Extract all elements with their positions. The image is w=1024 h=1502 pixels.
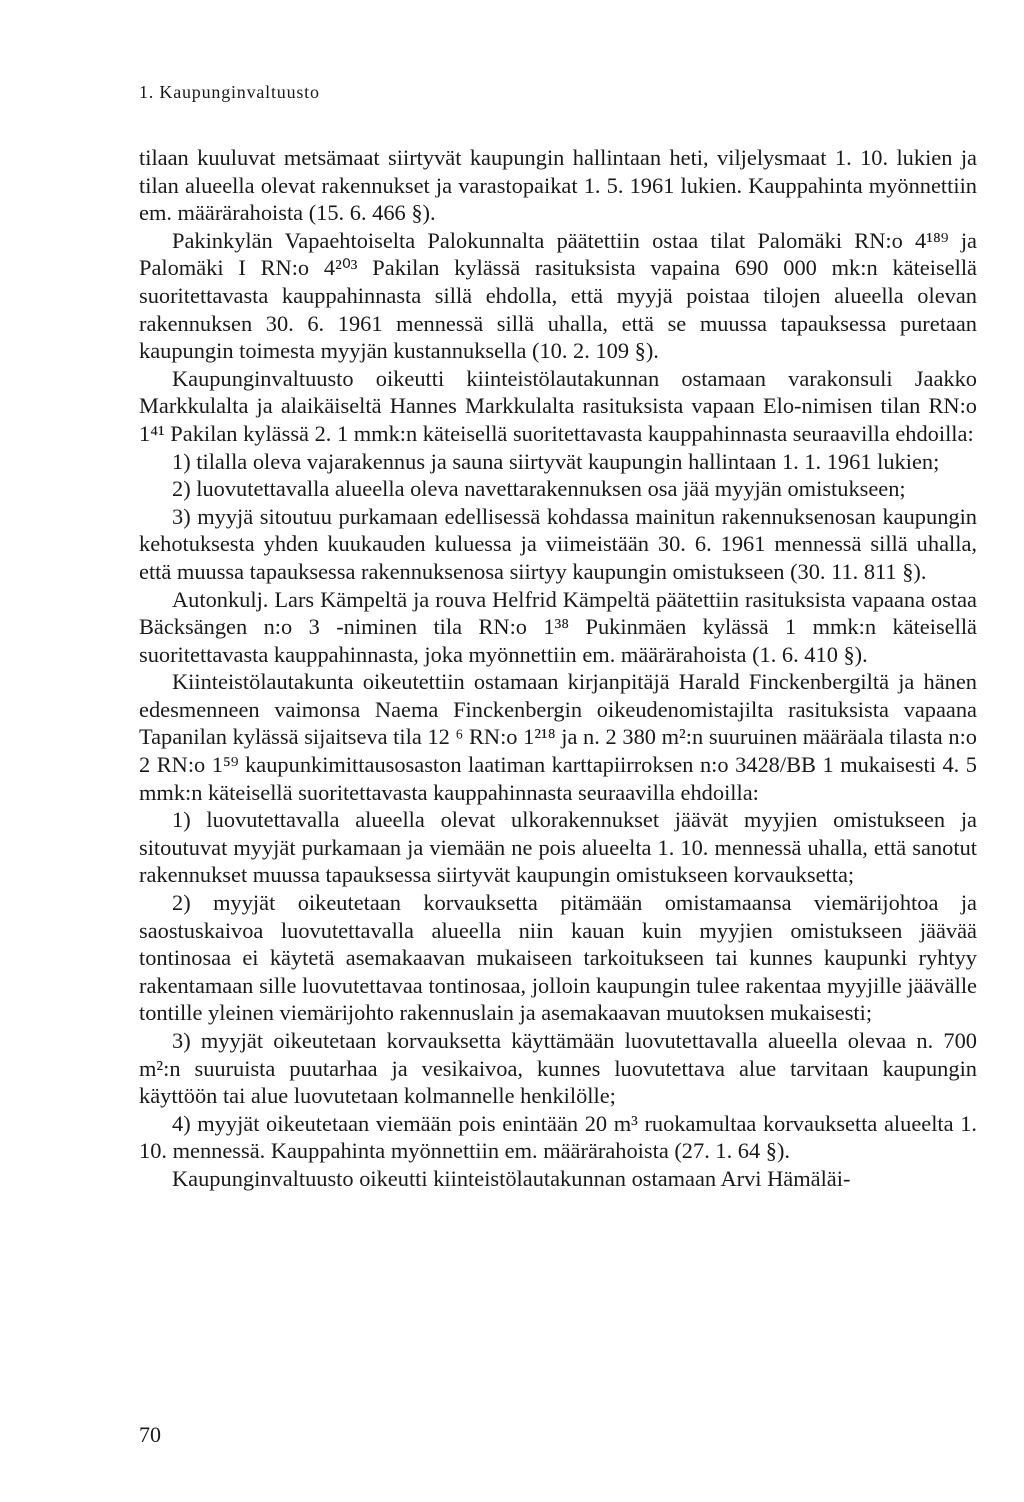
paragraph: Kaupunginvaltuusto oikeutti kiinteistölautakunnan ostamaan varakonsuli Jaakko Markkulalta ja alaikäiseltä Hannes Markkulalta rasituksista vapaan Elo-nimisen tilan RN:o 1⁴¹ Pakilan kylässä 2. 1 mmk:n käteisellä suoritettavasta kauppahinnasta seuraavilla ehdoilla: (139, 365, 977, 446)
page-number: 70 (139, 1422, 161, 1447)
paragraph: Pakinkylän Vapaehtoiselta Palokunnalta päätettiin ostaa tilat Palomäki RN:o 4¹⁸⁹ ja Palomäki I RN:o 4²⁰³ Pakilan kylässä rasituksista vapaina 690 000 mk:n käteisellä suoritettavasta kauppahinnasta sillä ehdolla, että myyjä poistaa tilojen alueella olevan rakennuksen 30. 6. 1961 mennessä sillä uhalla, että se muussa tapauksessa puretaan kaupungin toimesta myyjän kustannuksella (10. 2. 109 §). (139, 227, 977, 364)
list-item: 2) myyjät oikeutetaan korvauksetta pitämään omistamaansa viemärijohtoa ja saostuskaivoa luovutettavalla alueella niin kauan kuin myyjien omistukseen jäävää tontinosaa ei käytetä asemakaavan mukaiseen tarkoitukseen tai kunnes kaupunki ryhtyy rakentamaan sille luovutettavaa tontinosaa, jolloin kaupungin tulee rakentaa myyjille jäävälle tontille yleinen viemärijohto rakennuslain ja asemakaavan muutoksen mukaisesti; (139, 890, 977, 1026)
paragraph: Autonkulj. Lars Kämpeltä ja rouva Helfrid Kämpeltä päätettiin rasituksista vapaana ostaa Bäcksängen n:o 3 -niminen tila RN:o 1³⁸ Pukinmäen kylässä 1 mmk:n käteisellä suoritettavasta kauppahinnasta, joka myönnettiin em. määrärahoista (1. 6. 410 §). (139, 586, 977, 667)
running-header: 1. Kaupunginvaltuusto (139, 82, 320, 102)
list-item: 1) luovutettavalla alueella olevat ulkorakennukset jäävät myyjien omistukseen ja sitoutuvat myyjät purkamaan ja viemään ne pois alueelta 1. 10. mennessä uhalla, että sanotut rakennukset muussa tapauksessa siirtyvät kaupungin omistukseen korvauksetta; (139, 807, 977, 888)
list-item: 4) myyjät oikeutetaan viemään pois enintään 20 m³ ruokamultaa korvauksetta alueelta 1. 10. mennessä. Kauppahinta myönnettiin em. määrärahoista (27. 1. 64 §). (139, 1110, 977, 1164)
paragraph: tilaan kuuluvat metsämaat siirtyvät kaupungin hallintaan heti, viljelysmaat 1. 10. lukien ja tilan alueella olevat rakennukset ja varastopaikat 1. 5. 1961 lukien. Kauppahinta myönnettiin em. määrärahoista (15. 6. 466 §). (139, 145, 977, 226)
body-text (139, 144, 977, 1193)
list-item: 3) myyjä sitoutuu purkamaan edellisessä kohdassa mainitun rakennuksenosan kaupungin kehotuksesta yhden kuukauden kuluessa ja viimeistään 30. 6. 1961 mennessä sillä uhalla, että muussa tapauksessa rakennuksenosa siirtyy kaupungin omistukseen (30. 11. 811 §). (139, 503, 977, 584)
paragraph: Kaupunginvaltuusto oikeutti kiinteistölautakunnan ostamaan Arvi Hämäläi- (172, 1165, 851, 1191)
list-item: 2) luovutettavalla alueella oleva navettarakennuksen osa jää myyjän omistukseen; (172, 476, 906, 502)
paragraph: Kiinteistölautakunta oikeutettiin ostamaan kirjanpitäjä Harald Finckenbergiltä ja hänen edesmenneen vaimonsa Naema Finckenbergin oikeudenomistajilta rasituksista vapaana Tapanilan kylässä sijaitseva tila 12 ⁶ RN:o 1²¹⁸ ja n. 2 380 m²:n suuruinen määräala tilasta n:o 2 RN:o 1⁵⁹ kaupunkimittausosaston laatiman karttapiirroksen n:o 3428/BB 1 mukaisesti 4. 5 mmk:n käteisellä suoritettavasta kauppahinnasta seuraavilla ehdoilla: (139, 669, 977, 805)
list-item: 3) myyjät oikeutetaan korvauksetta käyttämään luovutettavalla alueella olevaa n. 700 m²:n suuruista puutarhaa ja vesikaivoa, kunnes luovutettava alue tarvitaan kaupungin käyttöön tai alue luovutetaan kolmannelle henkilölle; (139, 1028, 977, 1109)
list-item: 1) tilalla oleva vajarakennus ja sauna siirtyvät kaupungin hallintaan 1. 1. 1961 lukien; (172, 448, 940, 474)
